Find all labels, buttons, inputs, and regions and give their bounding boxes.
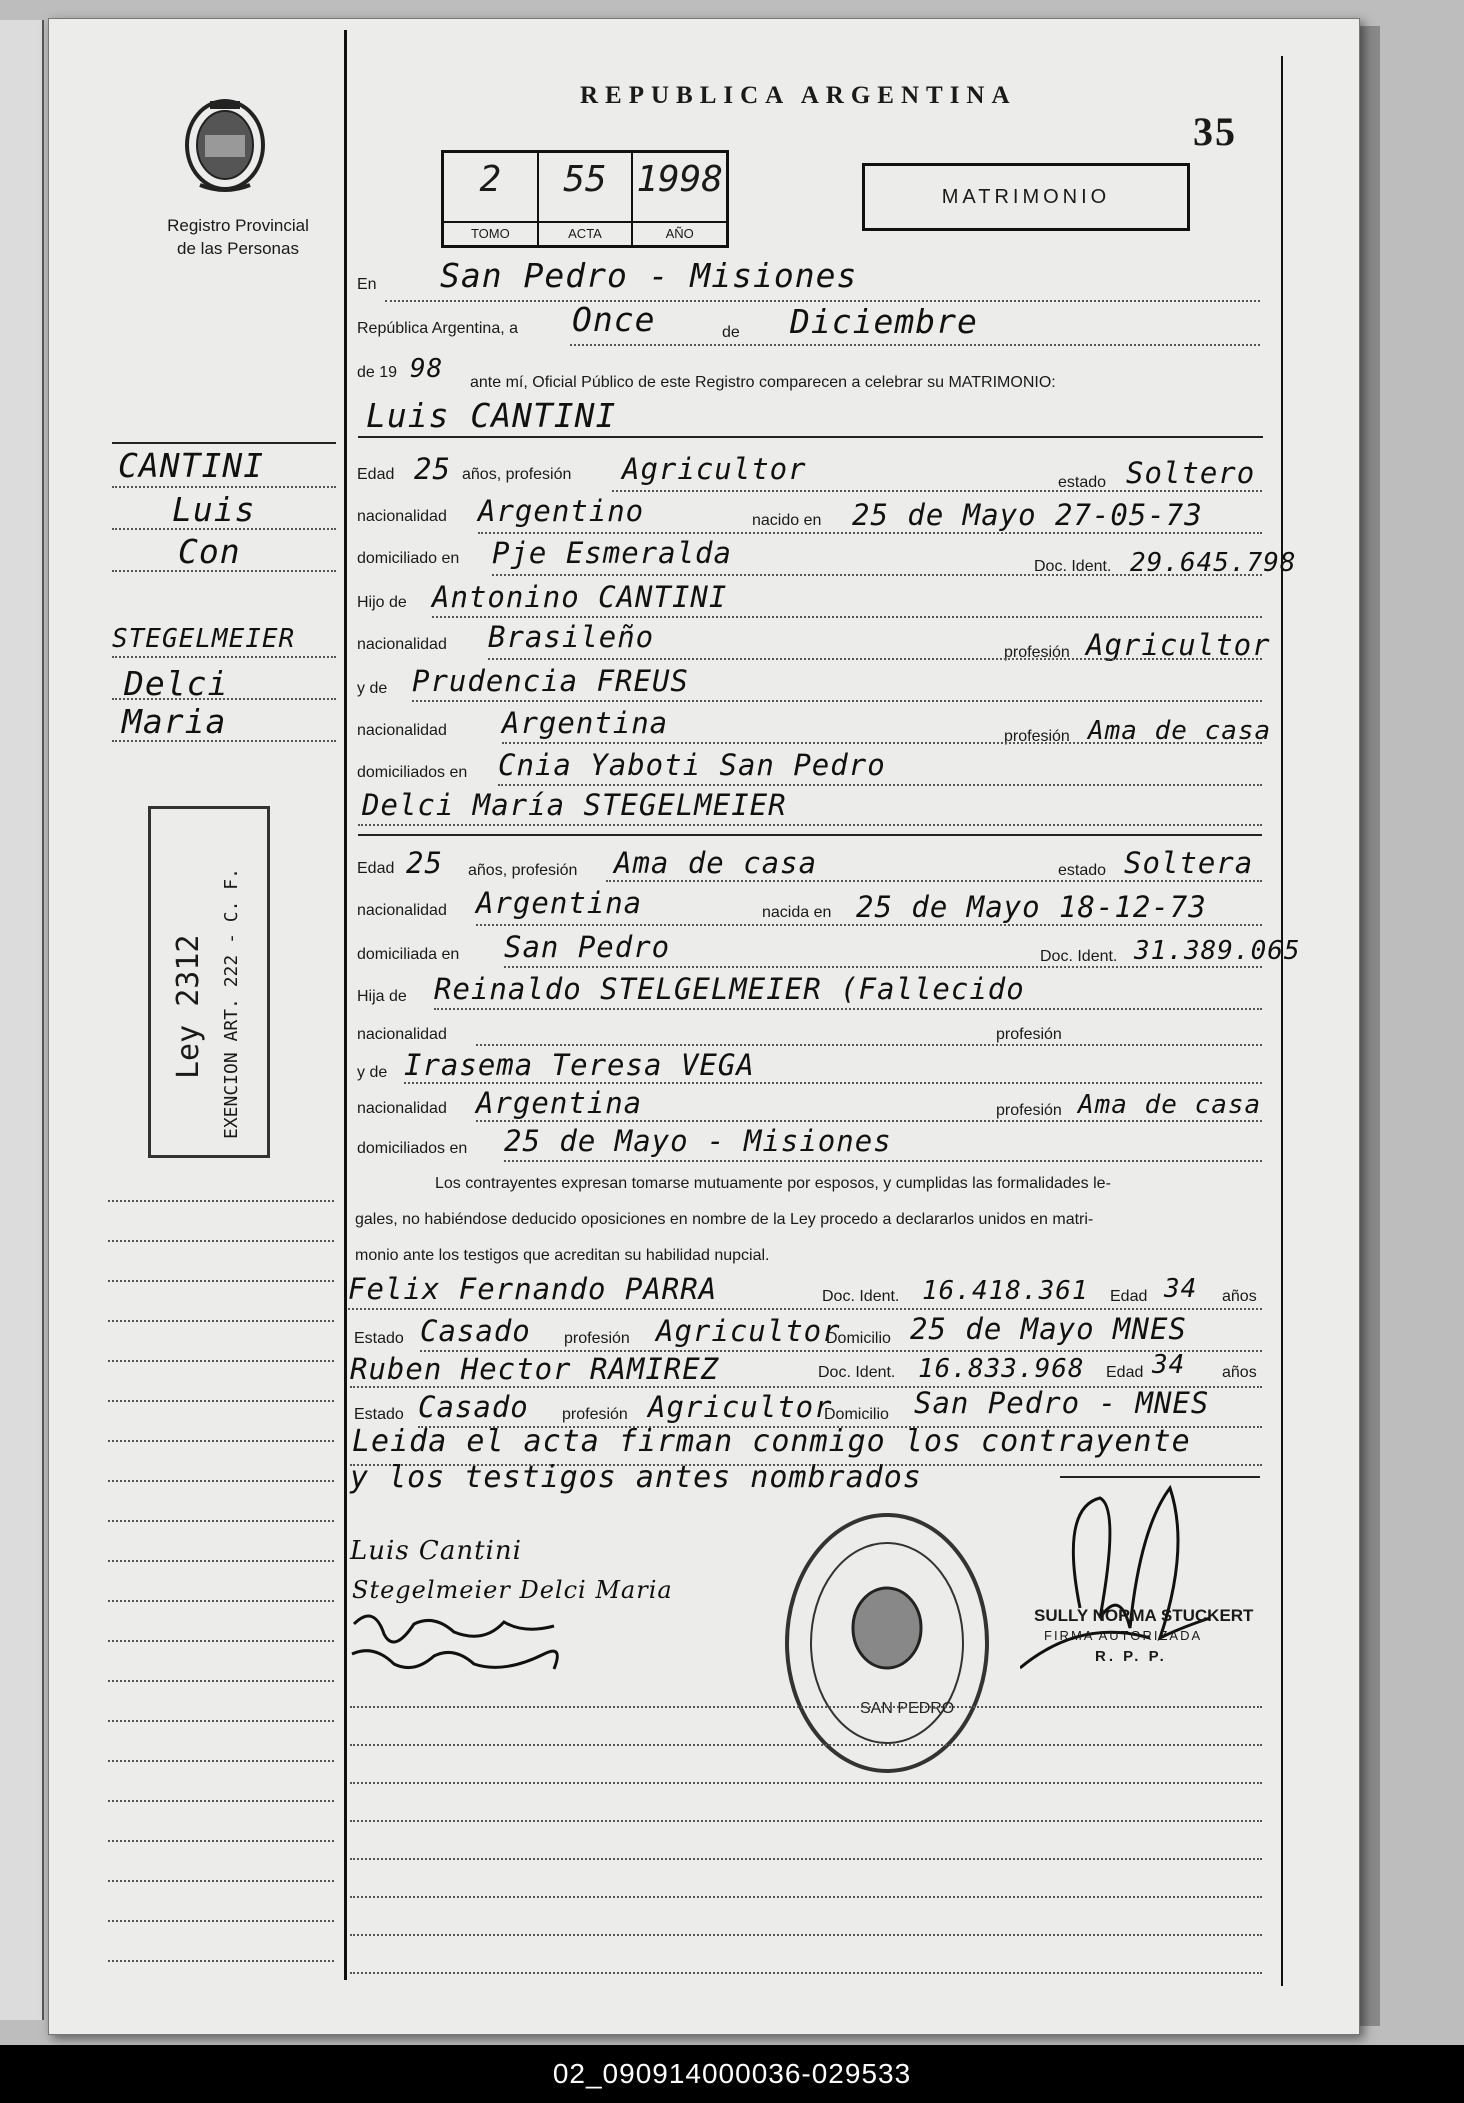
margin-rule — [112, 698, 336, 700]
wife-parents-address: 25 de Mayo - Misiones — [504, 1124, 892, 1158]
margin-top-rule — [112, 442, 336, 444]
acta-value: 55 — [563, 159, 607, 200]
ano-value: 1998 — [636, 159, 724, 200]
margin-rule — [112, 656, 336, 658]
official-name: SULLY NORMA STUCKERT — [1034, 1606, 1254, 1625]
margin-rule — [108, 1640, 334, 1642]
record-type-box: MATRIMONIO — [862, 163, 1190, 231]
husband-father: Antonino CANTINI — [432, 580, 728, 614]
rule — [404, 1082, 1262, 1084]
wife-status: Soltera — [1124, 846, 1254, 880]
margin-rule — [108, 1440, 334, 1442]
husband-address: Pje Esmeralda — [492, 536, 732, 570]
label-profesion: profesión — [996, 1102, 1062, 1119]
margin-rule — [108, 1880, 334, 1882]
witness-1-profession: Agricultor — [656, 1314, 841, 1348]
witness-2-doc: 16.833.968 — [918, 1354, 1085, 1384]
husband-birth: 25 de Mayo 27-05-73 — [852, 498, 1203, 532]
ano-label: AÑO — [633, 221, 726, 245]
wife-address: San Pedro — [504, 930, 671, 964]
label-hija-de: Hija de — [357, 988, 407, 1005]
registry-line-1: Registro Provincial — [167, 216, 309, 235]
label-domiciliado-en: domiciliado en — [357, 550, 460, 567]
margin-rule — [112, 528, 336, 530]
wife-profession: Ama de casa — [614, 846, 818, 880]
rule — [348, 1308, 1262, 1310]
signature-husband: Luis Cantini — [350, 1536, 522, 1566]
label-profesion: profesión — [1004, 644, 1070, 661]
marriage-month: Diciembre — [790, 302, 978, 341]
witness-signatures — [344, 1604, 624, 1684]
label-estado: Estado — [354, 1406, 404, 1423]
margin-connector: Con — [178, 532, 241, 571]
margin-rule — [112, 740, 336, 742]
margin-rule — [108, 1600, 334, 1602]
husband-parents-address: Cnia Yaboti San Pedro — [498, 748, 886, 782]
wife-age: 25 — [406, 846, 443, 880]
label-estado: Estado — [354, 1330, 404, 1347]
marriage-place: San Pedro - Misiones — [440, 256, 858, 295]
margin-rule — [108, 1560, 334, 1562]
rule — [504, 1160, 1262, 1162]
label-profesion: profesión — [996, 1026, 1062, 1043]
label-nacionalidad: nacionalidad — [357, 1026, 447, 1043]
label-edad: Edad — [1110, 1288, 1148, 1305]
record-number-box — [441, 150, 729, 248]
page-number: 35 — [1193, 109, 1237, 154]
witness-1-status: Casado — [420, 1314, 531, 1348]
exemption-stamp — [148, 806, 270, 1158]
husband-doc: 29.645.798 — [1130, 548, 1297, 578]
rule — [432, 616, 1262, 618]
husband-nationality: Argentino — [478, 494, 645, 528]
rule — [606, 880, 1262, 882]
rule — [434, 1008, 1262, 1010]
declaration-line-3: monio ante los testigos que acreditan su habilidad nupcial. — [355, 1247, 770, 1264]
witness-1-age: 34 — [1164, 1274, 1198, 1304]
husband-full-name: Luis CANTINI — [366, 396, 617, 435]
scan-id-footer: 02_090914000036-029533 — [0, 2045, 1464, 2103]
wife-mother-profession: Ama de casa — [1078, 1090, 1262, 1120]
tomo-value: 2 — [479, 159, 502, 200]
label-anos-profesion: años, profesión — [468, 862, 578, 879]
rule — [350, 1820, 1262, 1822]
rule — [358, 824, 1262, 826]
acta-label: ACTA — [539, 221, 632, 245]
label-nacionalidad: nacionalidad — [357, 902, 447, 919]
husband-age: 25 — [414, 452, 451, 486]
margin-divider — [344, 30, 347, 1980]
label-anos: años — [1222, 1364, 1257, 1381]
label-republica: República Argentina, a — [357, 320, 518, 337]
rule — [612, 490, 1262, 492]
margin-rule — [108, 1920, 334, 1922]
margin-rule — [108, 1800, 334, 1802]
intro-text: ante mí, Oficial Público de este Registro comparecen a celebrar su MATRIMONIO: — [470, 374, 1056, 391]
margin-rule — [108, 1960, 334, 1962]
label-doc-ident: Doc. Ident. — [822, 1288, 900, 1305]
book-edge — [1358, 26, 1380, 2026]
rule — [350, 1972, 1262, 1974]
margin-wife-name-2: Maria — [122, 702, 227, 741]
wife-birth: 25 de Mayo 18-12-73 — [856, 890, 1207, 924]
husband-father-nationality: Brasileño — [488, 620, 655, 654]
label-nacionalidad: nacionalidad — [357, 1100, 447, 1117]
label-anos-profesion: años, profesión — [462, 466, 572, 483]
label-year-prefix: de 19 — [357, 364, 398, 381]
wife-nationality: Argentina — [476, 886, 643, 920]
label-edad: Edad — [357, 860, 395, 877]
witness-2-status: Casado — [418, 1390, 529, 1424]
witness-1-address: 25 de Mayo MNES — [910, 1312, 1187, 1346]
witness-1-doc: 16.418.361 — [922, 1276, 1089, 1306]
label-domiciliados-en: domiciliados en — [357, 764, 468, 781]
registry-shield-icon — [180, 95, 270, 193]
wife-father: Reinaldo STELGELMEIER (Fallecido — [434, 972, 1025, 1006]
label-profesion: profesión — [562, 1406, 628, 1423]
margin-rule — [112, 570, 336, 572]
rule — [492, 574, 1262, 576]
marriage-year: 98 — [410, 354, 444, 384]
signature-wife: Stegelmeier Delci Maria — [352, 1576, 673, 1604]
official-title: FIRMA AUTORIZADA — [1044, 1628, 1203, 1643]
margin-husband-surname: CANTINI — [118, 446, 265, 485]
label-domicilio: Domicilio — [826, 1330, 891, 1347]
margin-rule — [108, 1720, 334, 1722]
label-anos: años — [1222, 1288, 1257, 1305]
label-nacionalidad: nacionalidad — [357, 508, 447, 525]
declaration-line-2: gales, no habiéndose deducido oposiciones en nombre de la Ley procedo a declararlos unidos en matri- — [355, 1211, 1094, 1228]
witness-2-profession: Agricultor — [648, 1390, 833, 1424]
registry-line-2: de las Personas — [177, 239, 299, 258]
husband-father-profession: Agricultor — [1086, 628, 1271, 662]
stamp-law: Ley 2312 — [171, 934, 206, 1079]
witness-2-age: 34 — [1152, 1350, 1186, 1380]
margin-husband-name: Luis — [172, 490, 256, 529]
husband-mother: Prudencia FREUS — [412, 664, 689, 698]
rule — [412, 700, 1262, 702]
margin-rule — [108, 1360, 334, 1362]
witness-2-address: San Pedro - MNES — [914, 1386, 1210, 1420]
label-nacida-en: nacida en — [762, 904, 832, 921]
label-de: de — [722, 324, 740, 341]
label-nacionalidad: nacionalidad — [357, 722, 447, 739]
wife-doc: 31.389.065 — [1134, 936, 1301, 966]
margin-rule — [112, 486, 336, 488]
label-y-de: y de — [357, 680, 388, 697]
label-estado: estado — [1058, 474, 1107, 491]
closing-line-1: Leida el acta firman conmigo los contrayente — [352, 1424, 1191, 1459]
label-doc-ident: Doc. Ident. — [1040, 948, 1118, 965]
tomo-cell — [444, 153, 539, 245]
declaration-line-1: Los contrayentes expresan tomarse mutuamente por esposos, y cumplidas las formalidades le- — [435, 1175, 1111, 1192]
acta-cell — [539, 153, 634, 245]
husband-mother-nationality: Argentina — [502, 706, 669, 740]
margin-rule — [108, 1480, 334, 1482]
declaration-text — [355, 1166, 1260, 1274]
label-estado: estado — [1058, 862, 1107, 879]
rule — [350, 1934, 1262, 1936]
rule — [350, 1858, 1262, 1860]
margin-wife-name-1: Delci — [124, 664, 229, 703]
rule — [476, 1044, 1262, 1046]
rule — [350, 1744, 1262, 1746]
wife-mother: Irasema Teresa VEGA — [404, 1048, 755, 1082]
official-org: R. P. P. — [1095, 1648, 1167, 1665]
label-hijo-de: Hijo de — [357, 594, 407, 611]
rule — [476, 1120, 1262, 1122]
margin-rule — [108, 1840, 334, 1842]
rule — [476, 924, 1262, 926]
wife-full-name: Delci María STEGELMEIER — [362, 788, 787, 822]
label-edad: Edad — [1106, 1364, 1144, 1381]
rule — [358, 436, 1263, 438]
tomo-label: TOMO — [444, 221, 537, 245]
country-heading: REPUBLICA ARGENTINA — [580, 82, 1017, 109]
wife-mother-nationality: Argentina — [476, 1086, 643, 1120]
section-divider — [358, 834, 1262, 836]
label-y-de: y de — [357, 1064, 388, 1081]
margin-rule — [108, 1320, 334, 1322]
witness-2-name: Ruben Hector RAMIREZ — [350, 1352, 720, 1386]
label-profesion: profesión — [564, 1330, 630, 1347]
rule — [350, 1782, 1262, 1784]
label-domiciliados-en: domiciliados en — [357, 1140, 468, 1157]
rule — [350, 1896, 1262, 1898]
label-edad: Edad — [357, 466, 395, 483]
rule — [478, 532, 1262, 534]
rule — [502, 742, 1262, 744]
label-nacido-en: nacido en — [752, 512, 822, 529]
label-en: En — [357, 276, 377, 293]
margin-rule — [108, 1680, 334, 1682]
rule — [350, 1706, 1262, 1708]
stamp-exemption: EXENCION ART. 222 - C. F. — [221, 868, 242, 1139]
husband-mother-profession: Ama de casa — [1088, 716, 1272, 746]
margin-rule — [108, 1520, 334, 1522]
margin-rule — [108, 1280, 334, 1282]
margin-wife-surname: STEGELMEIER — [112, 624, 296, 654]
closing-line-2: y los testigos antes nombrados — [350, 1460, 922, 1495]
husband-profession: Agricultor — [622, 452, 807, 486]
rule — [498, 784, 1262, 786]
label-domiciliada-en: domiciliada en — [357, 946, 460, 963]
seal-text: SAN PEDRO — [860, 1700, 955, 1717]
official-round-seal — [780, 1508, 994, 1778]
label-nacionalidad: nacionalidad — [357, 636, 447, 653]
label-doc-ident: Doc. Ident. — [818, 1364, 896, 1381]
margin-rule — [108, 1400, 334, 1402]
margin-rule — [108, 1240, 334, 1242]
margin-rule — [108, 1200, 334, 1202]
right-border — [1281, 56, 1283, 1986]
label-domicilio: Domicilio — [824, 1406, 889, 1423]
rule — [504, 966, 1262, 968]
margin-rule — [108, 1760, 334, 1762]
marriage-day: Once — [572, 300, 656, 339]
previous-page-edge — [0, 20, 44, 2020]
rule — [570, 344, 1260, 346]
rule — [488, 658, 1262, 660]
label-doc-ident: Doc. Ident. — [1034, 558, 1112, 575]
label-profesion: profesión — [1004, 728, 1070, 745]
husband-status: Soltero — [1126, 456, 1256, 490]
registry-title — [128, 214, 348, 260]
ano-cell — [633, 153, 726, 245]
witness-1-name: Felix Fernando PARRA — [348, 1272, 718, 1306]
